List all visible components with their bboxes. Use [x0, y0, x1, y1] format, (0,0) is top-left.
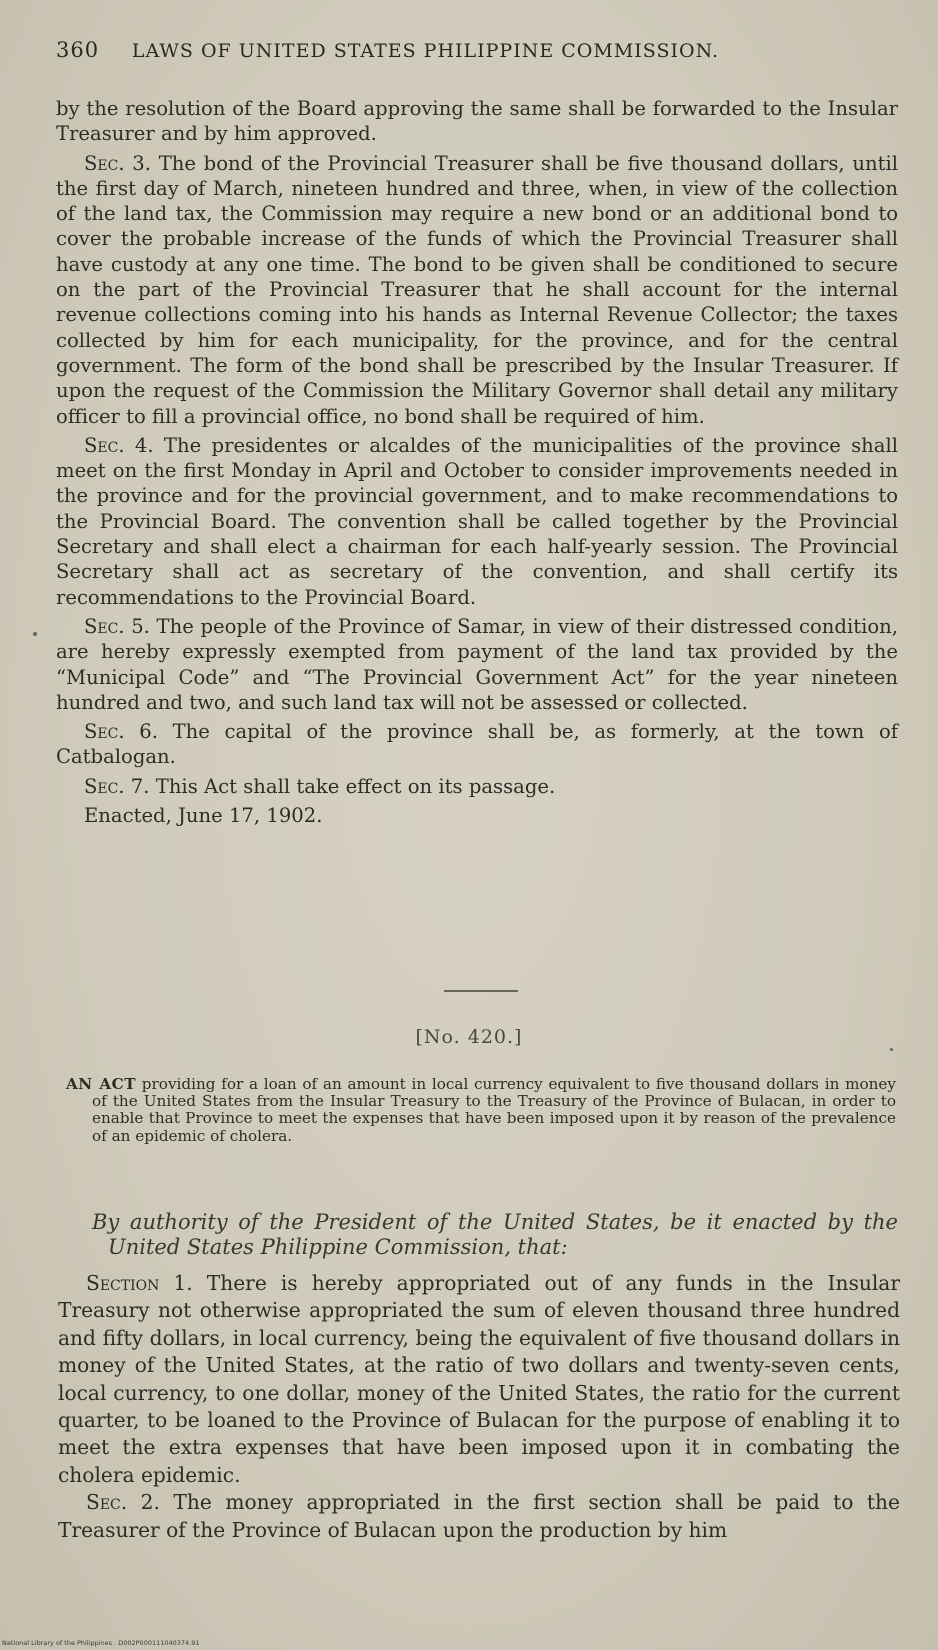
section-text: This Act shall take effect on its passage. — [149, 774, 556, 798]
section-text: The capital of the province shall be, as formerly, at the town of Catbalogan. — [56, 720, 898, 769]
margin-speck — [33, 632, 37, 636]
body-text-lower — [58, 1270, 900, 1544]
body-text-upper — [56, 96, 898, 832]
section-1 — [58, 1270, 900, 1489]
page-number: 360 — [56, 38, 100, 62]
enacting-clause: By authority of the President of the United States, be it enacted by the United States Philippine Commission, that: — [92, 1210, 898, 1259]
section-text: The presidentes or alcaldes of the municipalities of the province shall meet on the first Monday in April and October to consider improvements needed in the province and for the provincial government, and to make recommendations to the Provincial Board. The convention shall be called together by the Provincial Secretary and shall elect a chairman for each half-yearly session. The Provincial Secretary shall act as secretary of the convention, and shall certify its recommendations to the Provincial Board. — [56, 433, 898, 609]
section-label: Section 1. — [86, 1271, 193, 1295]
act-number: [No. 420.] — [415, 1026, 523, 1048]
section-label: Sec. 3. — [84, 151, 151, 175]
abstract-text: providing for a loan of an amount in local currency equivalent to five thousand dollars in money of the United States from the Insular Treasury to the Treasury of the Province of Bulacan, in order to enable that Province to meet the expenses that have been imposed upon it by reason of the prevalence of an epidemic of cholera. — [92, 1075, 896, 1145]
section-4 — [56, 433, 898, 610]
section-5 — [56, 614, 898, 715]
section-2 — [58, 1489, 900, 1544]
section-text: There is hereby appropriated out of any funds in the Insular Treasury not otherwise appropriated the sum of eleven thousand three hundred and fifty dollars, in local currency, being the equivalent of five thousand dollars in money of the United States, at the ratio of two dollars and twenty-seven cents, local currency, to one dollar, money of the United States, the ratio for the current quarter, to be loaned to the Province of Bulacan for the purpose of enabling it to meet the extra expenses that have been imposed upon it in combating the cholera epidemic. — [58, 1271, 900, 1487]
section-label: Sec. 7. — [84, 774, 150, 798]
enacted-date: Enacted, June 17, 1902. — [84, 804, 323, 828]
paragraph-text: by the resolution of the Board approving the same shall be forwarded to the Insular Treasurer and by him approved. — [56, 97, 898, 146]
section-text: The money appropriated in the first section shall be paid to the Treasurer of the Province of Bulacan upon the production by him — [58, 1490, 900, 1542]
section-label: Sec. 5. — [84, 614, 150, 638]
section-text: The people of the Province of Samar, in view of their distressed condition, are hereby expressly exempted from payment of the land tax provided by the “Municipal Code” and “The Provincial Government Act” for the year nineteen hundred and two, and such land tax will not be assessed or collected. — [56, 614, 898, 714]
section-label: Sec. 2. — [86, 1490, 160, 1515]
margin-speck — [890, 1048, 893, 1051]
section-6 — [56, 719, 898, 770]
paragraph-continuation — [56, 96, 898, 147]
section-text: The bond of the Provincial Treasurer shall be five thousand dollars, until the first day of March, nineteen hundred and three, when, in view of the collection of the land tax, the Commission may require a new bond or an additional bond to cover the probable increase of the funds of which the Provincial Treasurer shall have custody at any one time. The bond to be given shall be conditioned to secure on the part of the Provincial Treasurer that he shall account for the internal revenue collections coming into his hands as Internal Revenue Collector; the taxes collected by him for each municipality, for the province, and for the central government. The form of the bond shall be prescribed by the Insular Treasurer. If upon the request of the Commission the Military Governor shall detail any military officer to fill a provincial office, no bond shall be required of him. — [56, 151, 898, 428]
act-abstract — [66, 1076, 896, 1145]
section-label: Sec. 4. — [84, 433, 154, 457]
page-header — [56, 38, 886, 62]
section-3 — [56, 151, 898, 429]
section-divider — [444, 990, 518, 992]
section-label: Sec. 6. — [84, 720, 158, 744]
scan-footer: National Library of the Philippines . D002P000111040374.91 — [2, 1639, 200, 1647]
section-7 — [56, 774, 898, 799]
abstract-lead: AN ACT — [66, 1075, 137, 1093]
running-title: LAWS OF UNITED STATES PHILIPPINE COMMISSION. — [131, 40, 720, 62]
